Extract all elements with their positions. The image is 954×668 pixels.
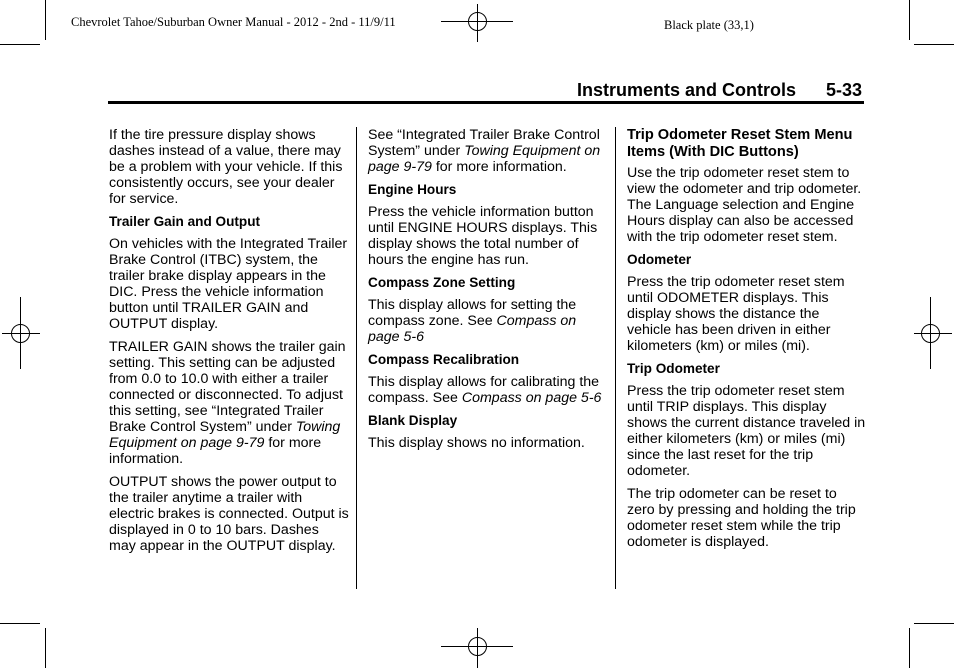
section-header	[577, 80, 862, 101]
output-paragraph: OUTPUT shows the power output to the trailer anytime a trailer with electric brakes is connected. Output is displayed in 0 to 10 bars. Dashes may appear in the OUTPUT display.	[109, 474, 349, 554]
blank-display-paragraph: This display shows no information.	[368, 435, 585, 451]
plate-label: Black plate (33,1)	[664, 18, 754, 32]
itbc-reference-text: See “Integrated Trailer Brake Control System” under	[368, 127, 600, 159]
compass-recalibration-paragraph	[368, 374, 608, 406]
page-number: 5-33	[825, 80, 862, 100]
towing-equipment-reference[interactable]: Towing Equipment on page 9-79	[109, 419, 341, 451]
compass-reference[interactable]: Compass on page 5-6	[461, 390, 602, 406]
itbc-paragraph: On vehicles with the Integrated Trailer Brake Control (ITBC) system, the trailer brake display appears in the DIC. Press the vehicle information button until TRAILER GAIN and OUTPUT display.	[109, 236, 348, 332]
column-3	[627, 127, 867, 557]
towing-equipment-reference[interactable]: Towing Equipment on page 9-79	[368, 143, 601, 175]
odometer-heading: Odometer	[627, 252, 692, 267]
column-2	[368, 127, 608, 458]
blank-display-heading: Blank Display	[368, 413, 458, 428]
compass-recalibration-text: This display allows for calibrating the compass. See	[368, 374, 600, 406]
column-divider-1	[356, 127, 357, 589]
crop-mark-top-right-v	[909, 0, 910, 40]
reset-stem-paragraph: Use the trip odometer reset stem to view the odometer and trip odometer. The Language selection and Engine Hours display can also be accessed with the trip odometer reset stem.	[627, 165, 862, 245]
trip-odometer-heading: Trip Odometer	[627, 361, 720, 376]
engine-hours-paragraph: Press the vehicle information button until ENGINE HOURS displays. This display shows the total number of hours the engine has run.	[368, 204, 598, 268]
crop-mark-bottom-right-h	[914, 623, 954, 624]
column-1	[109, 127, 349, 561]
crop-mark-bottom-left-v	[45, 628, 46, 668]
trip-odometer-menu-heading: Trip Odometer Reset Stem Menu Items (With DIC Buttons)	[627, 127, 853, 160]
compass-reference[interactable]: Compass on page 5-6	[368, 313, 577, 345]
column-divider-2	[615, 127, 616, 589]
trailer-gain-text: TRAILER GAIN shows the trailer gain setting. This setting can be adjusted from 0.0 to 10.0 with either a trailer connected or disconnected. To adjust this setting, see “Integrated Trailer Brake Control System” under	[109, 339, 346, 435]
trailer-gain-text-end: for more information.	[109, 435, 322, 467]
manual-edition-header: Chevrolet Tahoe/Suburban Owner Manual - 2012 - 2nd - 11/9/11	[71, 15, 396, 29]
itbc-reference-paragraph	[368, 127, 608, 175]
crop-mark-bottom-right-v	[909, 628, 910, 668]
compass-recalibration-heading: Compass Recalibration	[368, 352, 520, 367]
compass-zone-paragraph	[368, 297, 608, 345]
trailer-gain-paragraph	[109, 339, 349, 467]
tire-pressure-paragraph: If the tire pressure display shows dashes instead of a value, there may be a problem with your vehicle. If this consistently occurs, see your dealer for service.	[109, 127, 343, 207]
compass-zone-text: This display allows for setting the compass zone. See	[368, 297, 577, 329]
compass-zone-heading: Compass Zone Setting	[368, 275, 516, 290]
odometer-paragraph: Press the trip odometer reset stem until ODOMETER displays. This display shows the distance the vehicle has been driven in either kilometers (km) or miles (mi).	[627, 274, 845, 354]
crop-mark-top-left-v	[45, 0, 46, 40]
section-title: Instruments and Controls	[576, 80, 796, 100]
crop-mark-bottom-left-h	[0, 623, 40, 624]
trip-reset-paragraph: The trip odometer can be reset to zero by pressing and holding the trip odometer reset stem while the trip odometer is displayed.	[627, 486, 856, 550]
itbc-reference-text-end: for more information.	[431, 159, 567, 175]
header-rule	[108, 101, 864, 104]
crop-mark-top-left-h	[0, 44, 40, 45]
engine-hours-heading: Engine Hours	[368, 182, 457, 197]
trailer-gain-heading: Trailer Gain and Output	[109, 214, 261, 229]
trip-odometer-paragraph: Press the trip odometer reset stem until TRIP displays. This display shows the current distance traveled in either kilometers (km) or miles (mi) since the last reset for the trip odometer.	[627, 383, 866, 479]
crop-mark-top-right-h	[914, 44, 954, 45]
